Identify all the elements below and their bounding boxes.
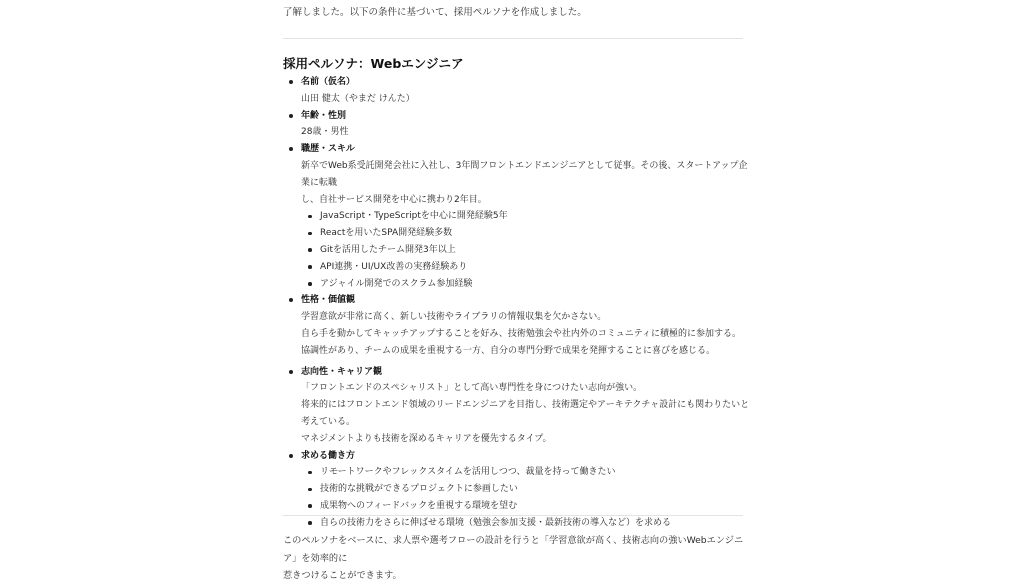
- closing-line: このペルソナをベースに、求人票や選考フローの設計を行うと「学習意欲が高く、技術志向の強いWebエンジニア」を効率的に: [283, 535, 744, 564]
- personality-line: 自ら手を動かしてキャッチアップすることを好み、技術勉強会や社内外のコミュニティに積極的に参加する。: [301, 328, 742, 339]
- career-description-line: 新卒でWeb系受託開発会社に入社し、3年間フロントエンドエンジニアとして従事。その後、スタートアップ企業に転職: [301, 160, 748, 188]
- list-item-career: [283, 141, 753, 292]
- work-style-item: リモートワークやフレックスタイムを活用しつつ、裁量を持って働きたい: [301, 464, 753, 481]
- work-style-item: 技術的な挑戦ができるプロジェクトに参画したい: [301, 481, 753, 498]
- divider-top: [283, 38, 743, 39]
- name-value: 山田 健太（やまだ けんた）: [301, 93, 415, 104]
- divider-bottom: [283, 515, 743, 516]
- career-heading: 職歴・スキル: [301, 144, 355, 155]
- orientation-line: 将来的にはフロントエンド領域のリードエンジニアを目指し、技術選定やアーキテクチャ設計にも関わりたいと考えている。: [301, 400, 750, 427]
- name-heading: 名前（仮名）: [301, 77, 356, 87]
- list-item-orientation: [283, 364, 753, 448]
- career-description-line: し、自社サービス開発を中心に携わり2年目。: [301, 194, 487, 205]
- intro-text: 了解しました。以下の条件に基づいて、採用ペルソナを作成しました。: [283, 7, 587, 18]
- skill-item: アジャイル開発でのスクラム参加経験: [301, 276, 753, 293]
- work-style-item: 自らの技術力をさらに伸ばせる環境（勉強会参加支援・最新技術の導入など）を求める: [301, 515, 753, 532]
- personality-line: 協調性があり、チームの成果を重視する一方、自分の専門分野で成果を発揮することに喜びを感じる。: [301, 345, 716, 356]
- list-item-personality: [283, 292, 753, 359]
- skill-item: JavaScript・TypeScriptを中心に開発経験5年: [301, 208, 753, 225]
- skill-item: Gitを活用したチーム開発3年以上: [301, 242, 753, 259]
- persona-list: [283, 74, 753, 532]
- list-item-age-gender: [283, 108, 753, 142]
- skills-list: [301, 208, 753, 292]
- personality-line: 学習意欲が非常に高く、新しい技術やライブラリの情報収集を欠かさない。: [301, 312, 607, 323]
- skill-item: Reactを用いたSPA開発経験多数: [301, 225, 753, 242]
- work-style-item: 成果物へのフィードバックを重視する環境を望む: [301, 498, 753, 515]
- work-style-list: [301, 464, 753, 531]
- closing-text: [283, 532, 753, 585]
- work-style-heading: 求める働き方: [301, 450, 356, 461]
- list-item-name: [283, 74, 753, 108]
- persona-title: 採用ペルソナ：Webエンジニア: [283, 56, 464, 71]
- list-item-work-style: [283, 448, 753, 532]
- age-gender-value: 28歳・男性: [301, 127, 349, 138]
- personality-heading: 性格・価値観: [301, 295, 356, 306]
- skill-item: API連携・UI/UX改善の実務経験あり: [301, 259, 753, 276]
- orientation-line: 「フロントエンドのスペシャリスト」として高い専門性を身につけたい志向が強い。: [301, 383, 643, 394]
- orientation-line: マネジメントよりも技術を深めるキャリアを優先するタイプ。: [301, 433, 552, 444]
- closing-line: 惹きつけることができます。: [283, 570, 402, 581]
- age-gender-heading: 年齢・性別: [301, 110, 347, 121]
- orientation-heading: 志向性・キャリア観: [301, 366, 383, 377]
